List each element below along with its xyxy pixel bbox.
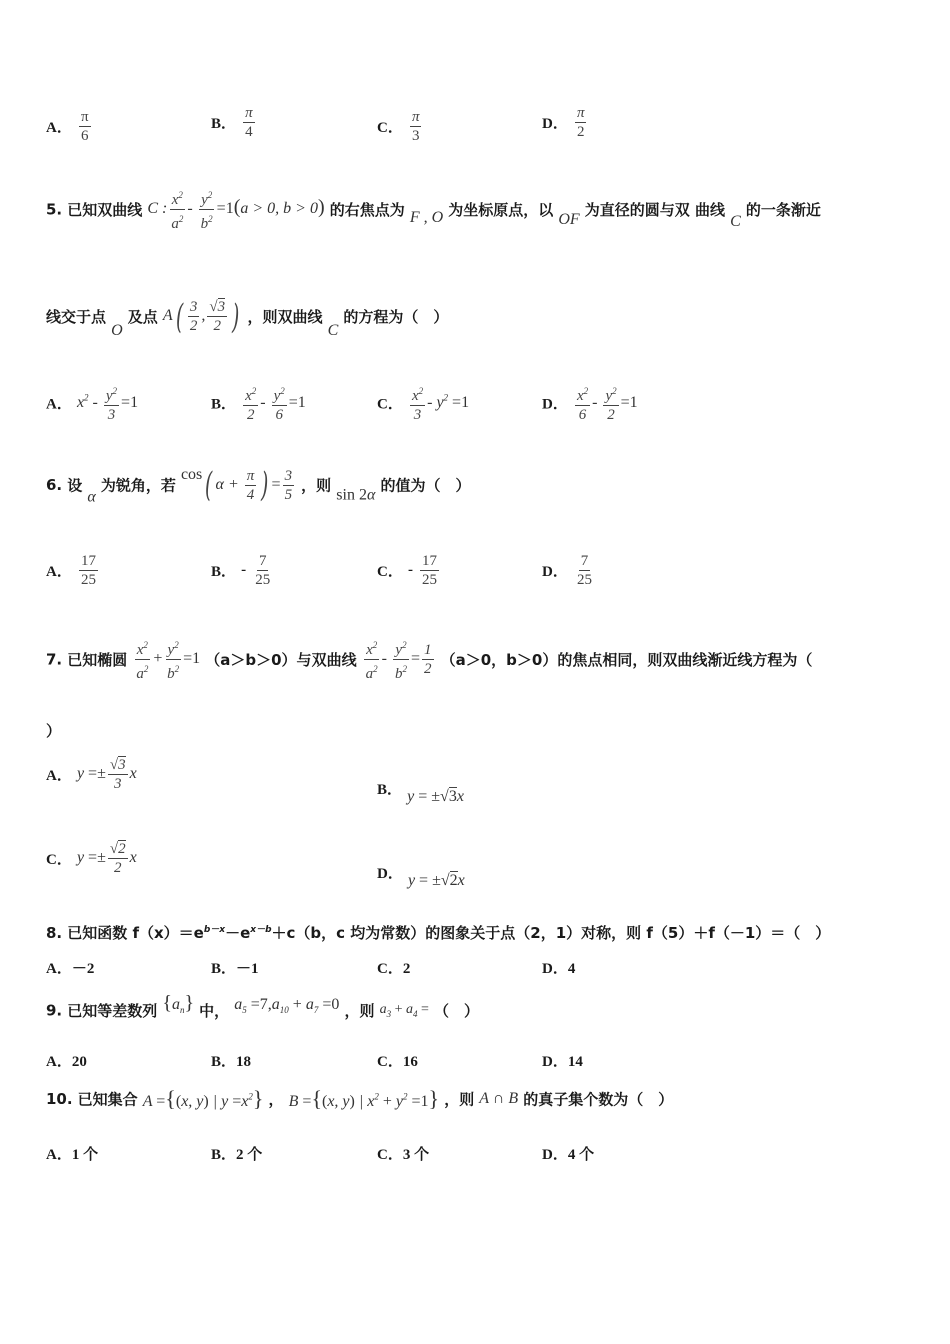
point-a: A( $\frac{3}{2}$ , $\frac{√3}{2}$ ) [162,296,240,337]
question-number: 6. [46,475,63,494]
q5-option-a: A． $x^2$ - $\frac{y^2}{3}$ =1 [46,382,138,424]
q9-option-c: C．16 [377,1054,418,1070]
fraction: $\frac{\pi}{4}$ [245,105,253,140]
q8-option-c: C．2 [377,961,411,977]
q6-option-c: C． - $\frac{17}{25}$ [377,553,438,588]
q10-option-a: A．1 个 [46,1147,99,1163]
cos-equation: cos( α + $\frac{\pi}{4}$ ) = $\frac{3}{5}$ [180,465,293,506]
fraction: $\frac{\pi}{3}$ [411,109,420,144]
question-9: 9. 已知等差数列 $\{a_n\}$ 中， $a_5 =7,a_{10} + a_7 =0$ ，则 $a_3 + a_4$ = （ ） [46,992,479,1020]
q10-option-c: C．3 个 [377,1147,430,1163]
question-7-close: ） [46,722,62,740]
question-8: 8. 已知函数 $f(x)=e^{b-x}-e^{x-b}+c(b$，c 均为常数）的图象关于点（2，1）对称，则 f（5）＋f（－1）＝（ ） [46,924,831,942]
q8-option-d: D．4 [542,961,576,977]
question-number: 7. [46,650,63,669]
question-5-line2: 线交于点 O 及点 A( $\frac{3}{2}$ , $\frac{√3}{2}$ ) ，则双曲线 C 的方程为（ ） [46,296,449,339]
q6-option-a: A． $\frac{17}{25}$ [46,553,96,588]
q10-option-d: D．4 个 [542,1147,595,1163]
q9-option-d: D．14 [542,1054,583,1070]
question-7: 7. 已知椭圆 $\frac{x^2}{a^2}$ + $\frac{y^2}{b^2}$ =1 （a＞b＞0）与双曲线 $\frac{x^2}{a^2}$ - $\frac{y^2}{b^2}$ = $\frac{1}{2}$ （a＞0，b＞0）的焦点相同，则双曲线渐近线方程为（ [46,636,812,683]
q6-option-b: B． - $\frac{7}{25}$ [211,553,271,588]
q4-option-b: B． $\frac{\pi}{4}$ [211,105,253,140]
q4-option-a: A． $\frac{\pi}{6}$ [46,109,89,144]
hyperbola-equation: C : $\frac{x^2}{a^2}$ - $\frac{y^2}{b^2}$ =1(a > 0, b > 0) [147,200,324,217]
q5-option-c: C． $\frac{x^2}{3}$ - $y^2 =1$ [377,382,469,424]
q7-option-d: D． y = ±√2x [377,866,465,889]
q5-option-d: D． $\frac{x^2}{6}$ - $\frac{y^2}{2}$ =1 [542,382,638,424]
q7-option-c: C． y =± $\frac{√2}{2}$ x [46,841,137,876]
q7-option-a: A． y =± $\frac{√3}{3}$ x [46,757,137,792]
question-10: 10. 已知集合 A ={(x, y) | $y =x^2$} ， B ={(x, y) | $x^2 + y^2 =1$} ，则 A ∩ B 的真子集个数为（ ） [46,1086,674,1111]
q8-option-b: B．－1 [211,961,259,977]
q9-option-a: A．20 [46,1054,87,1070]
question-number: 10. [46,1090,73,1108]
question-number: 9. [46,1001,63,1020]
q9-option-b: B．18 [211,1054,252,1070]
q10-option-b: B．2 个 [211,1147,263,1163]
question-number: 5. [46,200,63,219]
q5-option-b: B． $\frac{x^2}{2}$ - $\frac{y^2}{6}$ =1 [211,382,306,424]
question-5-line1: 5. 已知双曲线 C : $\frac{x^2}{a^2}$ - $\frac{y^2}{b^2}$ =1(a > 0, b > 0) 的右焦点为 F , O 为坐标原点，以 OF 为直径的圆与双 曲线 C 的一条渐近 [46,186,821,233]
fraction: $\frac{\pi}{2}$ [576,105,585,140]
q6-option-d: D． $\frac{7}{25}$ [542,553,592,588]
q7-option-b: B． y = ±√3x [377,782,464,805]
fraction: $\frac{\pi}{6}$ [80,109,89,144]
q8-option-a: A．－2 [46,961,95,977]
question-number: 8. [46,924,63,942]
q4-option-c: C． $\frac{\pi}{3}$ [377,109,420,144]
question-6: 6. 设 α 为锐角，若 cos( α + $\frac{\pi}{4}$ ) = $\frac{3}{5}$ ，则 sin 2α 的值为（ ） [46,465,471,506]
q4-option-d: D． $\frac{\pi}{2}$ [542,105,585,140]
